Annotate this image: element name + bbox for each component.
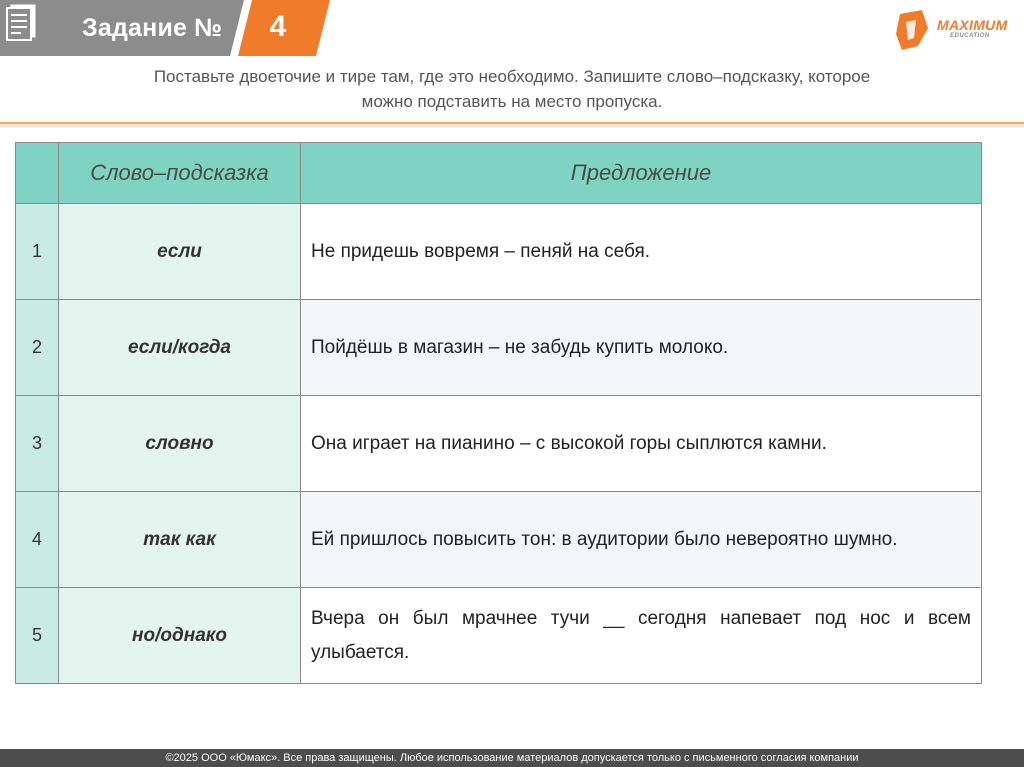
sentence: Пойдёшь в магазин – не забудь купить молоко. [301, 300, 982, 396]
sentence: Ей пришлось повысить тон: в аудитории было невероятно шумно. [301, 492, 982, 588]
instruction-line-2: можно подставить на место пропуска. [361, 92, 663, 111]
task-header-bar [0, 0, 330, 56]
row-number: 1 [16, 204, 59, 300]
table-row [16, 396, 982, 492]
instruction-line-1: Поставьте двоеточие и тире там, где это необходимо. Запишите слово–подсказку, которое [153, 67, 871, 86]
row-number: 2 [16, 300, 59, 396]
header-number [16, 143, 59, 204]
hint-word: если [59, 204, 301, 300]
sentence: Вчера он был мрачнее тучи __ сегодня напевает под нос и всем улыбается. [301, 588, 982, 684]
task-instruction [40, 64, 984, 114]
row-number: 5 [16, 588, 59, 684]
hint-word: словно [59, 396, 301, 492]
task-number: 4 [269, 10, 287, 43]
logo-text: MAXIMUM [937, 17, 1008, 33]
header-sentence: Предложение [301, 143, 982, 204]
row-number: 3 [16, 396, 59, 492]
task-table [15, 142, 982, 684]
sentence: Она играет на пианино – с высокой горы сыплются камни. [301, 396, 982, 492]
hint-word: так как [59, 492, 301, 588]
sentence: Не придешь вовремя – пеняй на себя. [301, 204, 982, 300]
table-header-row [16, 143, 982, 204]
table-row [16, 300, 982, 396]
table-row [16, 588, 982, 684]
table-row [16, 204, 982, 300]
row-number: 4 [16, 492, 59, 588]
hint-word: если/когда [59, 300, 301, 396]
table-row [16, 492, 982, 588]
task-title: Задание № [82, 14, 223, 42]
header-divider-shadow [0, 124, 1024, 127]
copyright-footer: ©2025 ООО «Юмакс». Все права защищены. Любое использование материалов допускается только с письменного согласия компании [0, 749, 1024, 767]
logo-subtext: EDUCATION [950, 33, 990, 39]
hint-word: но/однако [59, 588, 301, 684]
header-hint-word: Слово–подсказка [59, 143, 301, 204]
document-icon [0, 0, 44, 44]
